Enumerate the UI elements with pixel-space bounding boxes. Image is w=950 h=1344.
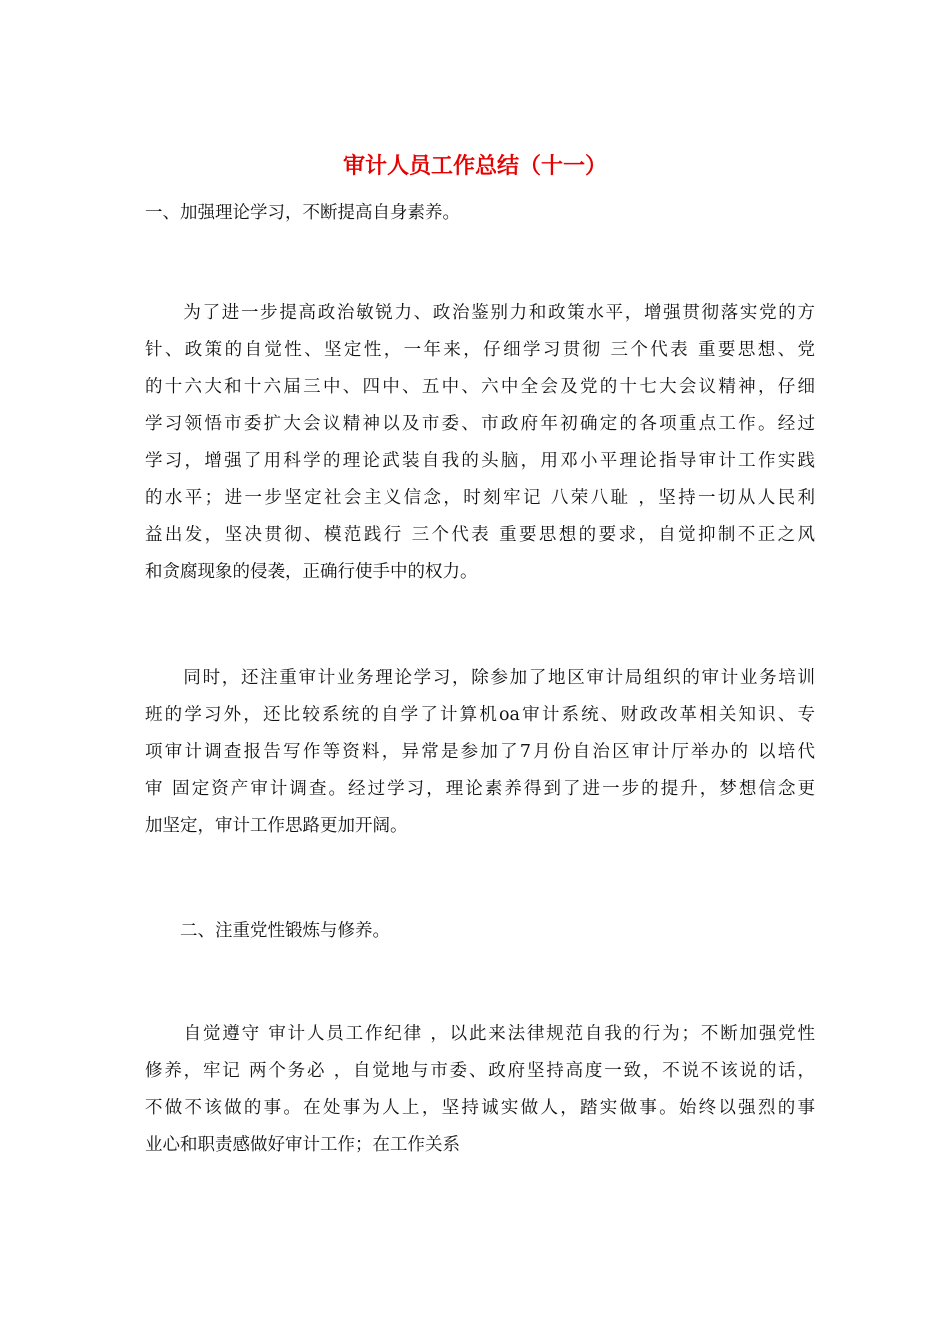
paragraph-2-line: 项审计调查报告写作等资料，异常是参加了7月份自治区审计厅举办的 以培代 [145,742,815,762]
paragraph-3-line: 自觉遵守 审计人员工作纪律 ，以此来法律规范自我的行为；不断加强党性 [145,1024,815,1044]
paragraph-3-line: 不做不该做的事。在处事为人上，坚持诚实做人，踏实做事。始终以强烈的事 [145,1098,815,1118]
paragraph-2 [145,660,815,845]
paragraph-1-line: 学习，增强了用科学的理论武装自我的头脑，用邓小平理论指导审计工作实践 [145,451,815,471]
paragraph-3-line: 修养，牢记 两个务必 ，自觉地与市委、政府坚持高度一致，不说不该说的话， [145,1061,815,1081]
paragraph-1-line: 学习领悟市委扩大会议精神以及市委、市政府年初确定的各项重点工作。经过 [145,414,815,434]
paragraph-1-line: 针、政策的自觉性、坚定性，一年来，仔细学习贯彻 三个代表 重要思想、党 [145,340,815,360]
section-2-heading: 二、注重党性锻炼与修养。 [145,921,390,941]
paragraph-2-line: 加坚定，审计工作思路更加开阔。 [145,816,408,836]
paragraph-2-line: 审 固定资产审计调查。经过学习，理论素养得到了进一步的提升，梦想信念更 [145,779,815,799]
paragraph-1-line: 和贪腐现象的侵袭，正确行使手中的权力。 [145,562,478,582]
paragraph-2-line: 同时，还注重审计业务理论学习，除参加了地区审计局组织的审计业务培训 [145,668,815,688]
paragraph-3-line: 业心和职责感做好审计工作；在工作关系 [145,1135,460,1155]
paragraph-3 [145,1016,815,1164]
document-title: 审计人员工作总结（十一） [342,154,607,179]
paragraph-1-line: 益出发，坚决贯彻、模范践行 三个代表 重要思想的要求，自觉抑制不正之风 [145,525,815,545]
section-1-heading: 一、加强理论学习，不断提高自身素养。 [145,203,460,223]
paragraph-1-line: 的水平；进一步坚定社会主义信念，时刻牢记 八荣八耻 ，坚持一切从人民利 [145,488,815,508]
paragraph-1-line: 的十六大和十六届三中、四中、五中、六中全会及党的十七大会议精神，仔细 [145,377,815,397]
paragraph-1-line: 为了进一步提高政治敏锐力、政治鉴别力和政策水平，增强贯彻落实党的方 [145,303,815,323]
paragraph-2-line: 班的学习外，还比较系统的自学了计算机oa审计系统、财政改革相关知识、专 [145,705,815,725]
paragraph-1 [145,295,815,591]
